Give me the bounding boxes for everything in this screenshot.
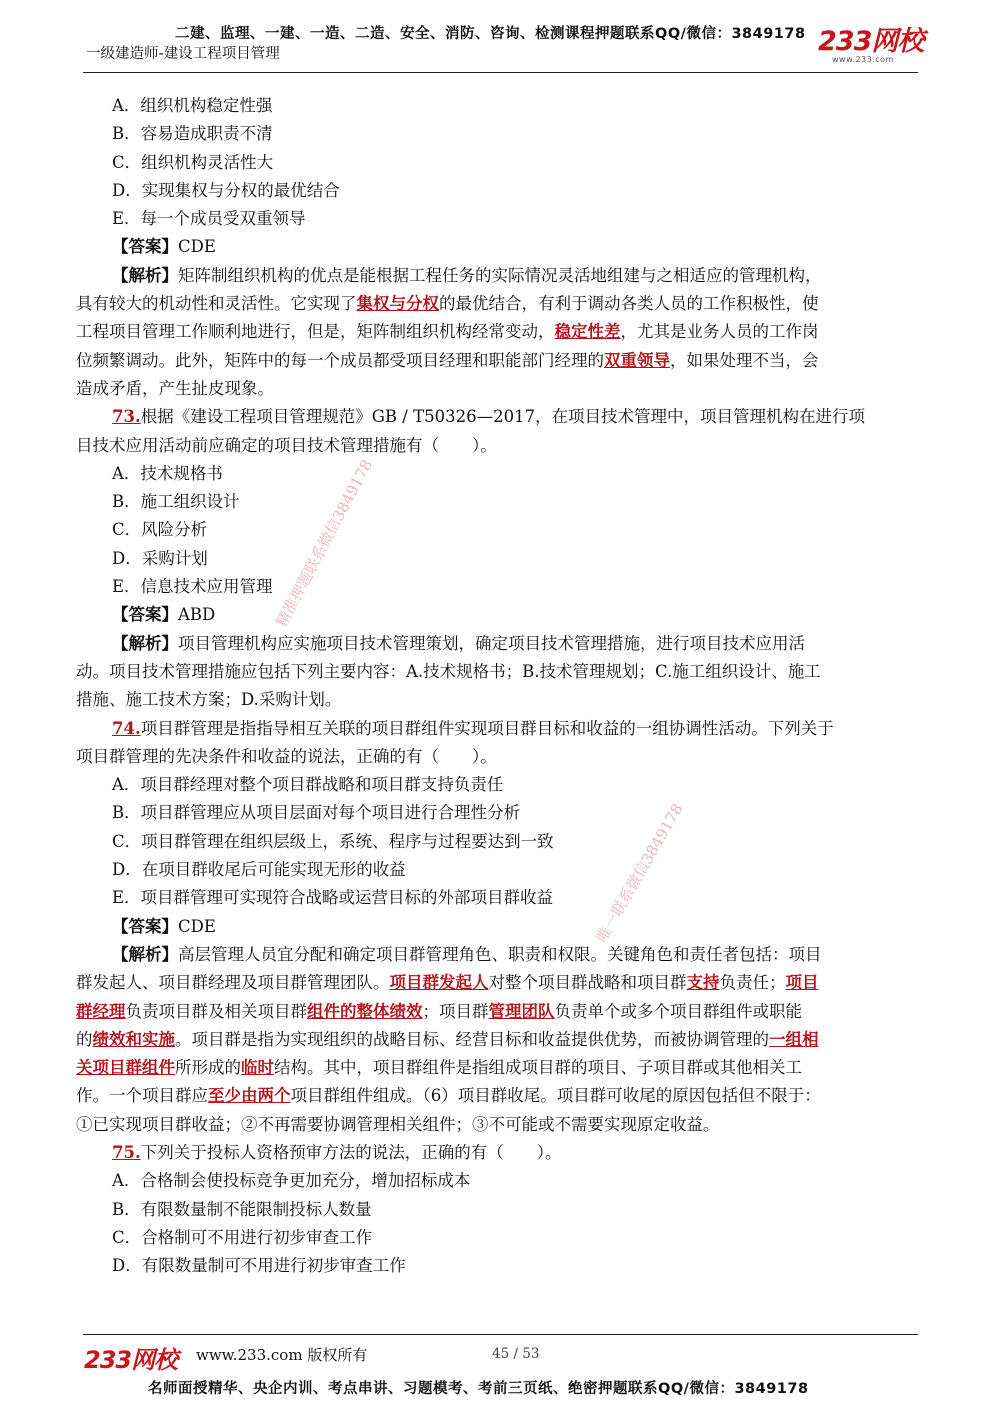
analysis-text: 项目群组件组成。（6）项目群收尾。项目群可收尾的原因包括但不限于：: [290, 1086, 821, 1106]
option: E．信息技术应用管理: [112, 577, 273, 597]
keyword-highlight: 管理团队: [488, 1001, 555, 1021]
analysis-text: 工程项目管理工作顺利地进行，但是，矩阵制组织机构经常变动，: [76, 322, 555, 342]
analysis-line: [76, 318, 918, 346]
analysis-line: [76, 1054, 918, 1082]
question-number: 74.: [112, 718, 141, 738]
keyword-highlight: 双重领导: [604, 350, 670, 370]
analysis-line: [76, 941, 918, 969]
keyword-highlight: 支持: [686, 973, 720, 993]
analysis-text: ，尤其是业务人员的工作岗: [620, 322, 819, 342]
logo-url: www.233.com: [832, 55, 894, 64]
watermark: 精准押题联系微信3849178: [272, 456, 377, 630]
analysis-line: 造成矛盾，产生扯皮现象。: [76, 378, 274, 398]
question-stem: [76, 1139, 918, 1167]
question-text: 根据《建设工程项目管理规范》GB / T50326—2017，在项目技术管理中，项目管理机构在进行项: [140, 407, 866, 427]
keyword-highlight: 至少由两个: [208, 1086, 291, 1106]
answer-value: ABD: [178, 605, 216, 625]
option: B．容易造成职责不清: [112, 124, 273, 144]
keyword-highlight: 群经理: [76, 1001, 126, 1021]
analysis-text: 的: [76, 1029, 93, 1049]
analysis-text: 矩阵制组织机构的优点是能根据工程任务的实际情况灵活地组建与之相适应的管理机构，: [178, 265, 822, 285]
footer-copyright: www.233.com 版权所有: [196, 1346, 368, 1364]
document-body: [76, 92, 918, 1280]
analysis-line: [76, 630, 918, 658]
analysis-text: 负责任；: [719, 973, 786, 993]
question-stem: [76, 403, 918, 431]
analysis-line: 措施、施工技术方案；D.采购计划。: [76, 690, 342, 710]
option: A．组织机构稳定性强: [112, 96, 273, 115]
analysis-line: [76, 347, 918, 375]
analysis-label: 【解析】: [112, 944, 178, 964]
option: D．采购计划: [112, 548, 208, 568]
answer-label: 【答案】: [112, 237, 178, 257]
answer-value: CDE: [178, 237, 216, 257]
question-number: 75.: [112, 1142, 141, 1162]
analysis-line: 动。项目技术管理措施应包括下列主要内容：A.技术规格书；B.技术管理规划；C.施工组织设计、施工: [76, 661, 821, 681]
analysis-line: [76, 969, 918, 997]
header-divider: [83, 72, 918, 73]
option: C．项目群管理在组织层级上，系统、程序与过程要达到一致: [112, 831, 554, 851]
option: D．有限数量制可不用进行初步审查工作: [112, 1256, 406, 1276]
footer-banner: 名师面授精华、央企内训、考点串讲、习题模考、考前三页纸、绝密押题联系QQ/微信：3849178: [148, 1381, 809, 1397]
answer-label: 【答案】: [112, 916, 178, 936]
keyword-highlight: 临时: [241, 1058, 274, 1078]
analysis-line: ①已实现项目群收益；②不再需要协调管理相关组件；③不可能或不需要实现原定收益。: [76, 1114, 720, 1134]
header-banner: 二建、监理、一建、一造、二造、安全、消防、咨询、检测课程押题联系QQ/微信：3849178: [175, 26, 806, 42]
keyword-highlight: 稳定性差: [554, 322, 621, 342]
answer: [76, 913, 918, 941]
question-number: 73.: [112, 407, 141, 427]
analysis-text: ；项目群: [422, 1001, 489, 1021]
analysis-text: ，如果处理不当，会: [670, 350, 819, 370]
option: E．每一个成员受双重领导: [112, 209, 306, 229]
footer-divider: [83, 1334, 918, 1335]
logo-brand: 233网校: [818, 26, 924, 57]
question-text: 项目群管理是指指导相互关联的项目群组件实现项目群目标和收益的一组协调性活动。下列关于: [140, 718, 834, 738]
analysis-text: 对整个项目群战略和项目群: [488, 973, 687, 993]
analysis-text: 具有较大的机动性和灵活性。它实现了: [76, 294, 357, 314]
option: C．风险分析: [112, 520, 208, 540]
option: A．技术规格书: [112, 463, 223, 483]
analysis-text: 负责单个或多个项目群组件或职能: [554, 1001, 802, 1021]
analysis-text: 群发起人、项目群经理及项目群管理团队。: [76, 973, 390, 993]
watermark: 唯一联系微信3849178: [592, 800, 687, 946]
option: B．有限数量制不能限制投标人数量: [112, 1199, 372, 1219]
keyword-highlight: 一组相: [769, 1029, 819, 1049]
option: B．项目群管理应从项目层面对每个项目进行合理性分析: [112, 803, 521, 823]
page-number: 45 / 53: [492, 1346, 540, 1362]
question-text: 下列关于投标人资格预审方法的说法，正确的有（ ）。: [140, 1142, 562, 1162]
option: D．实现集权与分权的最优结合: [112, 180, 340, 200]
analysis-line: [76, 998, 918, 1026]
keyword-highlight: 绩效和实施: [92, 1029, 175, 1049]
analysis-text: 。项目群是指为实现组织的战略目标、经营目标和收益提供优势，而被协调管理的: [175, 1029, 769, 1049]
header-logo: [818, 28, 928, 66]
option: A．合格制会使投标竞争更加充分，增加招标成本: [112, 1171, 471, 1191]
option: C．合格制可不用进行初步审查工作: [112, 1227, 373, 1247]
answer-value: CDE: [178, 916, 216, 936]
keyword-highlight: 关项目群组件: [76, 1058, 175, 1078]
analysis-text: 项目管理机构应实施项目技术管理策划，确定项目技术管理措施，进行项目技术应用活: [178, 633, 805, 653]
analysis-label: 【解析】: [112, 633, 178, 653]
analysis-text: 结构。其中，项目群组件是指组成项目群的项目、子项目群或其他相关工: [274, 1058, 802, 1078]
option: B．施工组织设计: [112, 492, 240, 512]
analysis-text: 负责项目群及相关项目群: [125, 1001, 307, 1021]
question-stem: 目技术应用活动前应确定的项目技术管理措施有（ ）。: [76, 435, 497, 455]
analysis-line: [76, 1082, 918, 1110]
analysis-text: 的最优结合，有利于调动各类人员的工作积极性，使: [439, 294, 819, 314]
analysis-line: [76, 1026, 918, 1054]
option: A．项目群经理对整个项目群战略和项目群支持负责任: [112, 775, 504, 795]
analysis-text: 作。一个项目群应: [76, 1086, 208, 1106]
analysis-text: 位频繁调动。此外，矩阵中的每一个成员都受项目经理和职能部门经理的: [76, 350, 604, 370]
answer: [76, 233, 918, 261]
analysis-line: [76, 262, 918, 290]
answer-label: 【答案】: [112, 605, 178, 625]
option: D．在项目群收尾后可能实现无形的收益: [112, 860, 406, 880]
keyword-highlight: 组件的整体绩效: [307, 1001, 423, 1021]
answer: [76, 601, 918, 629]
option: E．项目群管理可实现符合战略或运营目标的外部项目群收益: [112, 888, 554, 908]
analysis-text: 所形成的: [175, 1058, 241, 1078]
keyword-highlight: 项目: [785, 973, 819, 993]
keyword-highlight: 项目群发起人: [389, 973, 489, 993]
question-stem: [76, 715, 918, 743]
question-stem: 项目群管理的先决条件和收益的说法，正确的有（ ）。: [76, 746, 497, 766]
analysis-line: [76, 290, 918, 318]
option: C．组织机构灵活性大: [112, 152, 274, 172]
analysis-text: 高层管理人员宜分配和确定项目群管理角色、职责和权限。关键角色和责任者包括：项目: [178, 944, 822, 964]
footer-logo: 233网校: [84, 1346, 178, 1374]
document-subject: 一级建造师-建设工程项目管理: [86, 46, 280, 62]
keyword-highlight: 集权与分权: [356, 294, 439, 314]
analysis-label: 【解析】: [112, 265, 178, 285]
